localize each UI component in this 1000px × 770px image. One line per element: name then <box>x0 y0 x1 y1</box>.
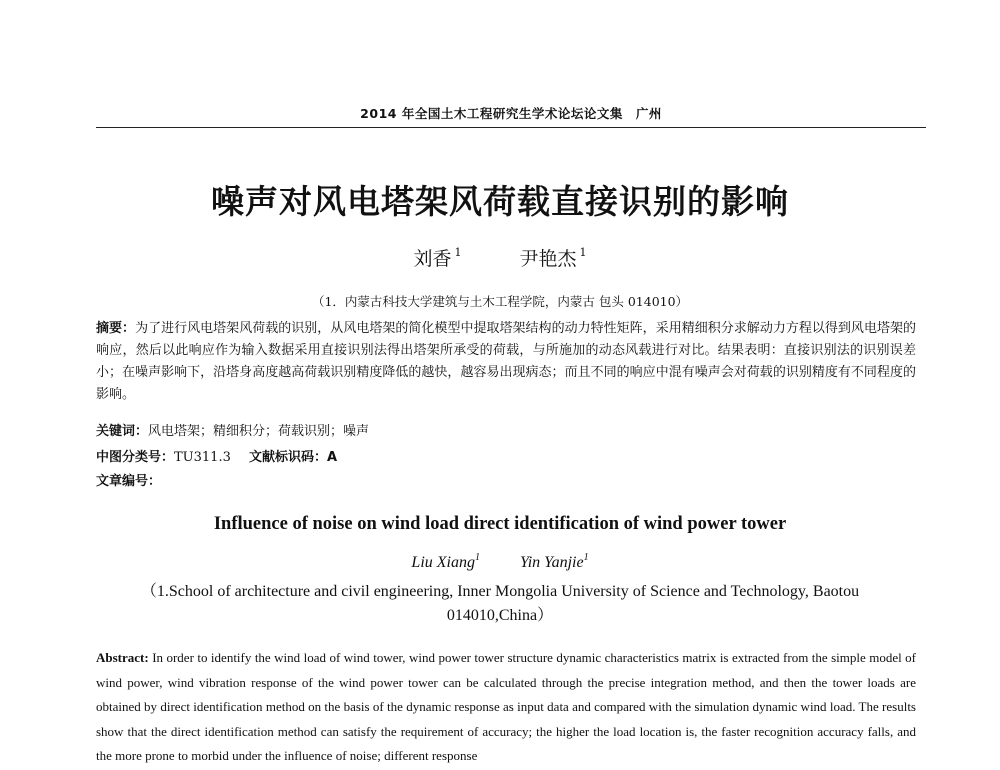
classification-line <box>96 448 916 468</box>
author-zh-1 <box>413 248 461 270</box>
keywords-text-zh: 风电塔架；精细积分；荷载识别；噪声 <box>148 424 370 439</box>
abstract-label-en: Abstract: <box>96 650 149 665</box>
keywords-label-zh: 关键词： <box>96 424 149 439</box>
paper-title-en: Influence of noise on wind load direct identification of wind power tower <box>213 514 787 534</box>
abstract-text-zh: 为了进行风电塔架风荷载的识别，从风电塔架的简化模型中提取塔架结构的动力特性矩阵，采用精细积分求解动力方程以得到风电塔架的响应，然后以此响应作为输入数据采用直接识别法得出塔架所承受的荷载，与所施加的动态风载进行对比。结果表明：直接识别法的识别误差小；在噪声影响下，沿塔身高度越高荷载识别精度降低的越快，越容易出现病态；而且不同的响应中混有噪声会对荷载的识别精度有不同程度的影响。 <box>96 321 916 402</box>
article-number-line <box>96 472 916 492</box>
keywords-zh <box>96 422 916 442</box>
article-number-label: 文章编号： <box>96 474 162 489</box>
author-affil-mark: 1 <box>583 552 589 563</box>
author-affil-mark: 1 <box>579 246 587 259</box>
author-en-2 <box>520 554 589 571</box>
author-affil-mark: 1 <box>454 246 462 259</box>
author-affil-mark: 1 <box>474 552 480 563</box>
abstract-en <box>96 646 916 769</box>
author-name: 尹艳杰 <box>519 248 577 270</box>
abstract-text-en: In order to identify the wind load of wind tower, wind power tower structure dynamic characteristics matrix is extracted from the simple model of wind power, wind vibration response of the wind power tower can be calculated through the precise integration method, and then the tower loads are obtained by direct identification method on the basis of the dynamic response as input data and compared with the simulation dynamic wind load. The results show that the direct identification method can satisfy the requirement of accuracy; the higher the load location is, the faster recognition accuracy falls, and the more prone to morbid under the influence of noise; different response <box>96 650 917 763</box>
clc-value: TU311.3 <box>174 450 231 465</box>
doc-code-value: A <box>327 450 338 465</box>
author-list-en <box>0 552 1000 572</box>
clc-label: 中图分类号： <box>96 450 175 465</box>
abstract-zh <box>96 318 916 406</box>
paper-title-zh: 噪声对风电塔架风荷载直接识别的影响 <box>211 182 789 221</box>
affiliation-zh: （1．内蒙古科技大学建筑与土木工程学院，内蒙古 包头 014010） <box>311 294 689 309</box>
author-zh-2 <box>520 248 587 270</box>
author-name: Liu Xiang <box>411 554 475 571</box>
affiliation-en: （1.School of architecture and civil engineering, Inner Mongolia University of Science and Technology, Baotou 014010,China） <box>140 583 860 624</box>
running-header: 2014 年全国土木工程研究生学术论坛论文集 广州 <box>96 104 926 128</box>
doc-code-label: 文献标识码： <box>249 450 328 465</box>
author-en-1 <box>411 554 480 571</box>
abstract-label-zh: 摘要： <box>96 321 136 336</box>
author-name: Yin Yanjie <box>519 554 584 571</box>
author-list-zh <box>0 244 1000 271</box>
author-name: 刘香 <box>413 248 452 270</box>
